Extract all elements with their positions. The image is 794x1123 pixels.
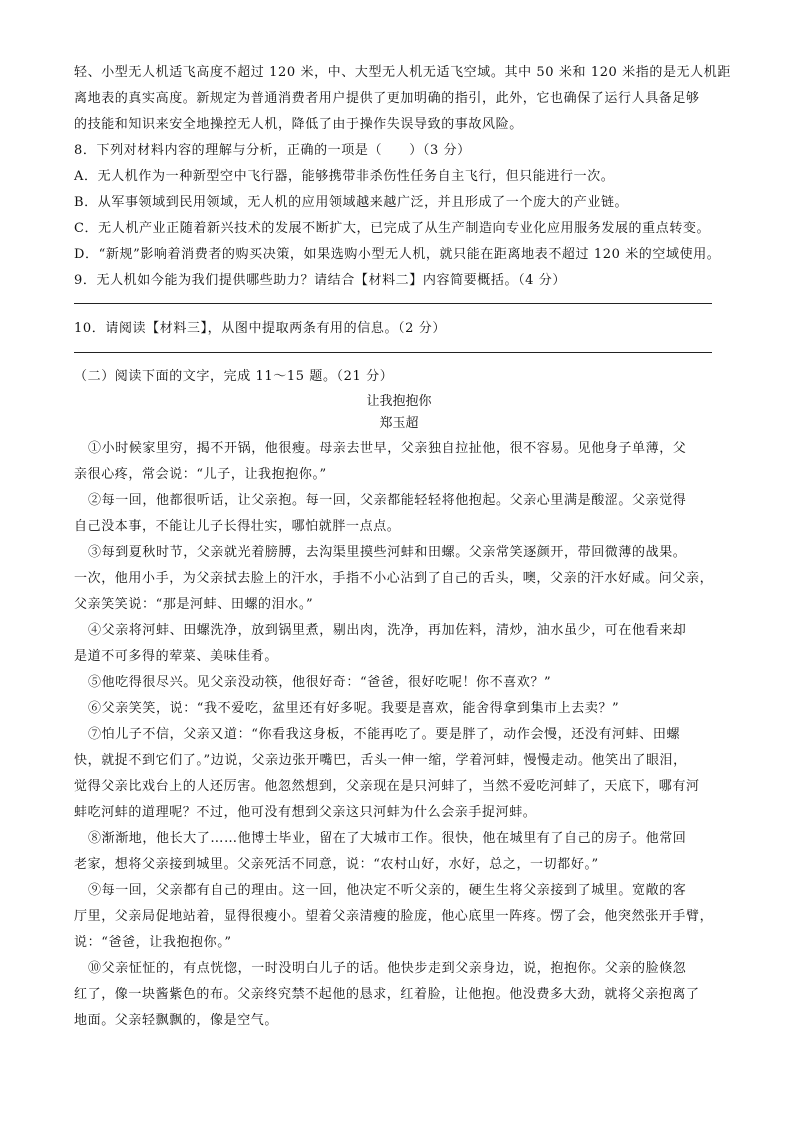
- question-8-option-b: B．从军事领域到民用领域，无人机的应用领域越来越广泛，并且形成了一个庞大的产业链。: [74, 195, 629, 210]
- section-2-heading: （二）阅读下面的文字，完成 11～15 题。（21 分）: [74, 369, 394, 384]
- article-paragraph-9-line-1: ⑨每一回，父亲都有自己的理由。这一回，他决定不听父亲的，硬生生将父亲接到了城里。宽敞的客: [88, 883, 687, 898]
- article-paragraph-10-line-2: 红了，像一块酱紫色的布。父亲终究禁不起他的恳求，红着脸，让他抱。他没费多大劲，就将父亲抱离了: [74, 987, 700, 1002]
- question-8-option-c: C．无人机产业正随着新兴技术的发展不断扩大，已完成了从生产制造向专业化应用服务发展的重点转变。: [74, 221, 711, 236]
- article-paragraph-3-line-2: 一次，他用小手，为父亲拭去脸上的汗水，手指不小心沾到了自己的舌头，噢，父亲的汗水好咸。问父亲，: [74, 571, 714, 586]
- article-paragraph-4-line-1: ④父亲将河蚌、田螺洗净，放到锅里煮，剔出肉，洗净，再加佐料，清炒，油水虽少，可在他看来却: [88, 623, 687, 638]
- answer-line-q10[interactable]: [74, 352, 712, 353]
- article-paragraph-2-line-2: 自己没本事，不能让儿子长得壮实，哪怕就胖一点点。: [74, 519, 401, 534]
- article-paragraph-7-line-3: 觉得父亲比戏台上的人还厉害。他忽然想到，父亲现在是只河蚌了，当然不爱吃河蚌了，天底下，哪有河: [74, 779, 700, 794]
- intro-line-3: 的技能和知识来安全地操控无人机，降低了由于操作失误导致的事故风险。: [74, 117, 523, 132]
- article-paragraph-1-line-2: 亲很心疼，常会说：“儿子，让我抱抱你。”: [74, 467, 327, 482]
- article-paragraph-9-line-3: 说：“爸爸，让我抱抱你。”: [74, 935, 232, 950]
- question-8-stem: 8．下列对材料内容的理解与分析，正确的一项是（ ）（3 分）: [74, 143, 471, 158]
- article-paragraph-7-line-4: 蚌吃河蚌的道理呢？不过，他可没有想到父亲这只河蚌为什么会亲手捉河蚌。: [74, 805, 537, 820]
- article-paragraph-2-line-1: ②每一回，他都很听话，让父亲抱。每一回，父亲都能轻轻将他抱起。父亲心里满是酸涩。父亲觉得: [88, 493, 687, 508]
- answer-line-q9[interactable]: [74, 303, 712, 304]
- article-paragraph-5-line-1: ⑤他吃得很尽兴。见父亲没动筷，他很好奇：“爸爸，很好吃呢！你不喜欢？”: [88, 675, 552, 690]
- article-paragraph-7-line-1: ⑦怕儿子不信，父亲又道：“你看我这身板，不能再吃了。要是胖了，动作会慢，还没有河蚌、田螺: [88, 727, 681, 742]
- article-paragraph-10-line-1: ⑩父亲怔怔的，有点恍惚，一时没明白儿子的话。他快步走到父亲身边，说，抱抱你。父亲的脸倏忽: [88, 961, 687, 976]
- article-paragraph-3-line-3: 父亲笑笑说：“那是河蚌、田螺的泪水。”: [74, 597, 314, 612]
- article-paragraph-7-line-2: 快，就捉不到它们了。”边说，父亲边张开嘴巴，舌头一伸一缩，学着河蚌，慢慢走动。他笑出了眼泪，: [74, 753, 687, 768]
- question-8-option-d: D．“新规”影响着消费者的购买决策，如果选购小型无人机，就只能在距离地表不超过 120 米的空域使用。: [74, 247, 721, 262]
- intro-line-1: 轻、小型无人机适飞高度不超过 120 米，中、大型无人机无适飞空域。其中 50 米和 120 米指的是无人机距: [74, 65, 731, 80]
- article-paragraph-9-line-2: 厅里，父亲局促地站着，显得很瘦小。望着父亲清瘦的脸庞，他心底里一阵疼。愣了会，他突然张开手臂，: [74, 909, 714, 924]
- article-paragraph-6-line-1: ⑥父亲笑笑，说：“我不爱吃，盆里还有好多呢。我要是喜欢，能舍得拿到集市上去卖？”: [88, 701, 620, 716]
- question-8-option-a: A．无人机作为一种新型空中飞行器，能够携带非杀伤性任务自主飞行，但只能进行一次。: [74, 169, 615, 184]
- article-paragraph-3-line-1: ③每到夏秋时节，父亲就光着膀膊，去沟渠里摸些河蚌和田螺。父亲常笑逐颜开，带回微薄的战果。: [88, 545, 687, 560]
- question-10-stem: 10．请阅读【材料三】，从图中提取两条有用的信息。（2 分）: [74, 321, 446, 336]
- article-paragraph-10-line-3: 地面。父亲轻飘飘的，像是空气。: [74, 1013, 279, 1028]
- article-author: 郑玉超: [379, 416, 419, 431]
- article-paragraph-4-line-2: 是道不可多得的荤菜、美味佳肴。: [74, 649, 279, 664]
- intro-line-2: 离地表的真实高度。新规定为普通消费者用户提供了更加明确的指引，此外，它也确保了运行人具备足够: [74, 91, 700, 106]
- article-paragraph-8-line-1: ⑧渐渐地，他长大了……他博士毕业，留在了大城市工作。很快，他在城里有了自己的房子。他常回: [88, 831, 687, 846]
- article-title: 让我抱抱你: [366, 394, 432, 409]
- article-paragraph-1-line-1: ①小时候家里穷，揭不开锅，他很瘦。母亲去世早，父亲独自拉扯他，很不容易。见他身子单薄，父: [88, 441, 687, 456]
- article-paragraph-8-line-2: 老家，想将父亲接到城里。父亲死活不同意，说：“农村山好，水好，总之，一切都好。”: [74, 857, 599, 872]
- question-9-stem: 9．无人机如今能为我们提供哪些助力？请结合【材料二】内容简要概括。（4 分）: [74, 273, 566, 288]
